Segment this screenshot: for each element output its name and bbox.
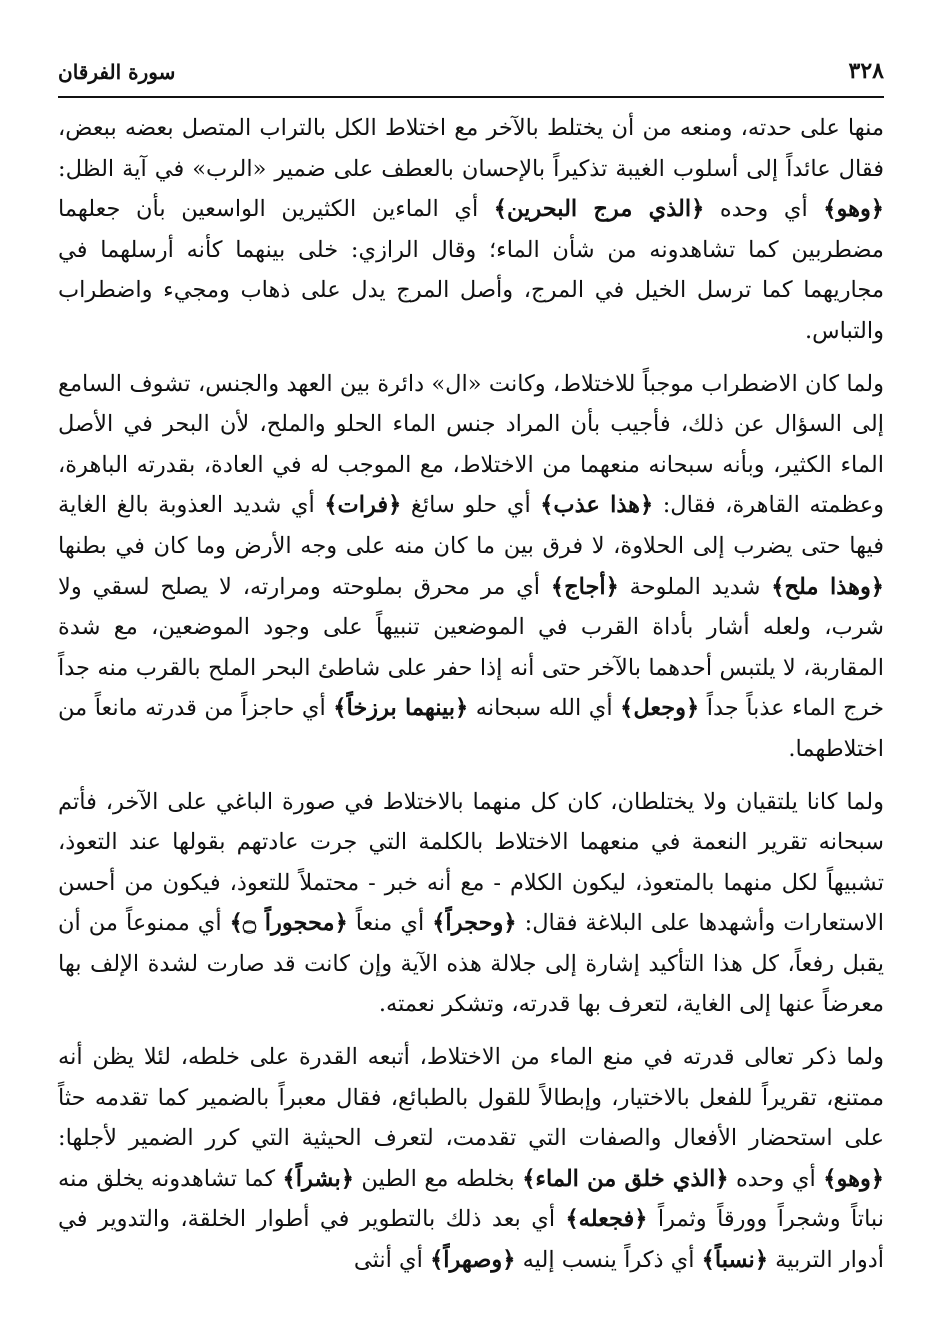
quran-quote: ﴿وجعل﴾ xyxy=(620,695,700,722)
body-text: أي منعاً xyxy=(347,910,433,937)
quran-quote: ﴿هذا عذب﴾ xyxy=(540,492,654,519)
quran-quote: ﴿وحجراً﴾ xyxy=(432,910,517,937)
page-number: ٣٢٨ xyxy=(848,58,884,84)
body-text: كما تشاهدونه يخلق منه نباتاً وشجراً وورقاً وثمراً xyxy=(58,1165,884,1233)
quran-quote: ﴿الذي خلق من الماء﴾ xyxy=(522,1165,729,1192)
quran-quote: ﴿نسباً﴾ xyxy=(701,1247,769,1274)
page-header xyxy=(58,56,884,94)
quran-quote: ﴿وهو﴾ xyxy=(823,1165,884,1192)
body-text: أي الله سبحانه xyxy=(468,695,621,722)
body-text: أي حلو سائغ xyxy=(401,492,541,519)
quran-quote: ﴿وهو﴾ xyxy=(823,196,884,223)
quran-quote: ﴿وهذا ملح﴾ xyxy=(771,573,884,600)
header-divider xyxy=(58,96,884,98)
body-text: بخلطه مع الطين xyxy=(353,1165,523,1192)
body-text: أي مر محرق بملوحته ومرارته، لا يصلح لسقي ولا شرب، ولعله أشار بأداة القرب في الموضعين تنبيهاً على وجود الموضعين، مع شدة المقاربة، لا يلتبس أحدهما بالآخر حتى أنه إذا حفر على شاطئ البحر الملح بالقرب منه جداً خرج الماء عذباً جداً xyxy=(58,573,884,722)
body-text: منها على حدته، ومنعه من أن يختلط بالآخر مع اختلاط الكل بالتراب المتصل بعضه ببعض، فقال عائداً إلى أسلوب الغيبة تذكيراً بالإحسان بالعطف على ضمير «الرب» في آية الظل: xyxy=(58,115,884,182)
body-text: أي ممنوعاً من أن يقبل رفعاً، كل هذا التأكيد إشارة إلى جلالة هذه الآية وإن كانت قد صارت لشدة الإلف بها معرضاً عنها إلى الغاية، لتعرف بها قدرته، وتشكر نعمته. xyxy=(58,910,884,1018)
quran-quote: ﴿فجعله﴾ xyxy=(565,1206,648,1233)
body-text: أي الماءين الكثيرين الواسعين بأن جعلهما مضطربين كما تشاهدونه من شأن الماء؛ وقال الرازي: خلى بينهما كأنه أرسلهما في مجاريهما كما ترسل الخيل في المرج، وأصل المرج يدل على ذهاب ومجيء واضطراب والتباس. xyxy=(58,196,884,344)
paragraph xyxy=(58,108,884,352)
body-text: أي وحده xyxy=(728,1165,824,1192)
quran-quote: ﴿بشراً﴾ xyxy=(282,1165,354,1192)
body-text: ولما ذكر تعالى قدرته في منع الماء من الاختلاط، أتبعه القدرة على خلطه، لئلا يظن أنه ممتنع، تقريراً للفعل بالاختيار، وإبطالاً للقول بالطبائع، فقال معبراً بالضمير كما تقدمه حثاً على استحضار الأفعال والصفات التي تقدمت، لتعرف الحيثية التي كرر الضمير لأجلها: xyxy=(58,1044,884,1152)
body-text: أي بعد ذلك بالتطوير في أطوار الخلقة، والتدوير في أدوار التربية xyxy=(58,1206,884,1274)
paragraph xyxy=(58,1037,884,1281)
quran-quote: ﴿فرات﴾ xyxy=(324,492,402,519)
page-body xyxy=(58,108,884,1281)
body-text: ولما كان الاضطراب موجباً للاختلاط، وكانت «ال» دائرة بين العهد والجنس، تشوف السامع إلى السؤال عن ذلك، فأجيب بأن المراد جنس الماء الحلو والملح، لأن البحر في الأصل الماء الكثير، وبأنه سبحانه منعهما من الاختلاط، مع الموجب له في العادة، بقدرته الباهرة، وعظمته القاهرة، فقال: xyxy=(58,370,884,519)
paragraph xyxy=(58,364,884,770)
body-text: أي وحده xyxy=(704,196,824,223)
running-title: سورة الفرقان xyxy=(58,60,176,84)
body-text: شديد الملوحة xyxy=(618,573,772,600)
body-text: أي حاجزاً من قدرته مانعاً من اختلاطهما. xyxy=(58,695,884,762)
quran-quote: ﴿وصهراً﴾ xyxy=(430,1247,516,1274)
body-text: ولما كانا يلتقيان ولا يختلطان، كان كل منهما بالاختلاط في صورة الباغي على الآخر، فأتم سبحانه تقرير النعمة في منعهما الاختلاط بالكلمة التي جرت عادتهم بقولها عند التعوذ، تشبيهاً لكل منهما بالمتعوذ، ليكون الكلام - مع أنه خبر - محتملاً للتعوذ، فيكون من أحسن الاستعارات وأشهدها على البلاغة فقال: xyxy=(58,788,884,937)
quran-quote: ﴿بينهما برزخاً﴾ xyxy=(333,695,469,722)
body-text: أي ذكراً ينسب إليه xyxy=(515,1247,702,1274)
quran-quote: ﴿أجاج﴾ xyxy=(550,573,619,600)
quran-quote: ﴿محجوراً ۝﴾ xyxy=(229,910,348,937)
body-text: أي شديد العذوبة بالغ الغاية فيها حتى يضرب إلى الحلاوة، لا فرق بين ما كان منه على وجه الأرض وما كان في بطنها xyxy=(58,492,884,559)
body-text: أي أنثى xyxy=(353,1247,431,1274)
paragraph xyxy=(58,782,884,1026)
quran-quote: ﴿الذي مرج البحرين﴾ xyxy=(493,196,705,223)
